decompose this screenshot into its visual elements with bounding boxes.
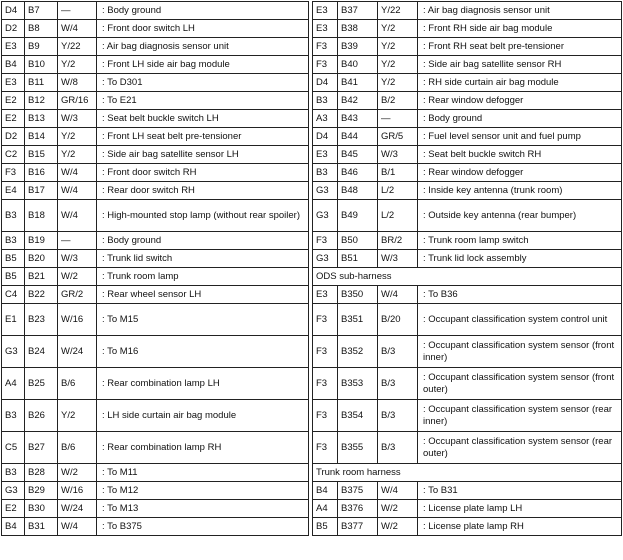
grid-location-cell: E3: [313, 146, 338, 164]
table-row: [2, 182, 622, 200]
grid-location-cell: E2: [2, 92, 25, 110]
grid-location-cell: E3: [2, 38, 25, 56]
connector-description-cell: : Fuel level sensor unit and fuel pump: [418, 128, 622, 146]
connector-description-cell: : Occupant classification system sensor (front outer): [418, 368, 622, 400]
connector-description-cell: : To B375: [97, 518, 309, 536]
connector-color-cell: B/20: [378, 304, 418, 336]
harness-section-header: Trunk room harness: [313, 464, 622, 482]
connector-color-cell: Y/2: [58, 146, 97, 164]
connector-description-cell: : Rear combination lamp RH: [97, 432, 309, 464]
table-row: [2, 518, 622, 536]
connector-color-cell: W/24: [58, 336, 97, 368]
grid-location-cell: B3: [2, 464, 25, 482]
table-row: [2, 432, 622, 464]
table-row: [2, 482, 622, 500]
connector-number-cell: B355: [338, 432, 378, 464]
connector-description-cell: : To E21: [97, 92, 309, 110]
table-row: [2, 250, 622, 268]
grid-location-cell: E3: [313, 2, 338, 20]
connector-description-cell: : Inside key antenna (trunk room): [418, 182, 622, 200]
connector-color-cell: W/3: [58, 250, 97, 268]
connector-description-cell: : To B31: [418, 482, 622, 500]
connector-description-cell: : License plate lamp RH: [418, 518, 622, 536]
grid-location-cell: B3: [313, 92, 338, 110]
connector-number-cell: B21: [25, 268, 58, 286]
connector-description-cell: : Body ground: [97, 232, 309, 250]
connector-description-cell: : Rear window defogger: [418, 164, 622, 182]
table-row: [2, 286, 622, 304]
connector-description-cell: : Front door switch RH: [97, 164, 309, 182]
connector-description-cell: : To M15: [97, 304, 309, 336]
connector-color-cell: B/1: [378, 164, 418, 182]
connector-color-cell: W/2: [58, 268, 97, 286]
grid-location-cell: B5: [313, 518, 338, 536]
connector-description-cell: : LH side curtain air bag module: [97, 400, 309, 432]
grid-location-cell: B3: [313, 164, 338, 182]
grid-location-cell: A3: [313, 110, 338, 128]
connector-number-cell: B351: [338, 304, 378, 336]
connector-color-cell: Y/2: [378, 20, 418, 38]
connector-color-cell: W/2: [378, 518, 418, 536]
grid-location-cell: F3: [313, 304, 338, 336]
connector-description-cell: : Air bag diagnosis sensor unit: [97, 38, 309, 56]
connector-description-cell: : Occupant classification system sensor (rear inner): [418, 400, 622, 432]
table-row: [2, 38, 622, 56]
grid-location-cell: D4: [313, 128, 338, 146]
connector-color-cell: Y/2: [58, 400, 97, 432]
grid-location-cell: C2: [2, 146, 25, 164]
connector-number-cell: B20: [25, 250, 58, 268]
grid-location-cell: B3: [2, 232, 25, 250]
connector-number-cell: B45: [338, 146, 378, 164]
connector-description-cell: : Rear door switch RH: [97, 182, 309, 200]
connector-color-cell: W/2: [378, 500, 418, 518]
connector-description-cell: : To M11: [97, 464, 309, 482]
grid-location-cell: B4: [2, 518, 25, 536]
connector-description-cell: : Rear window defogger: [418, 92, 622, 110]
grid-location-cell: E4: [2, 182, 25, 200]
connector-number-cell: B377: [338, 518, 378, 536]
connector-number-cell: B19: [25, 232, 58, 250]
connector-number-cell: B43: [338, 110, 378, 128]
connector-description-cell: : Trunk room lamp switch: [418, 232, 622, 250]
connector-color-cell: W/4: [378, 482, 418, 500]
table-row: [2, 200, 622, 232]
connector-description-cell: : Occupant classification system control unit: [418, 304, 622, 336]
connector-description-cell: : To M13: [97, 500, 309, 518]
connector-color-cell: W/3: [378, 146, 418, 164]
connector-description-cell: : Occupant classification system sensor (rear outer): [418, 432, 622, 464]
connector-color-cell: W/16: [58, 482, 97, 500]
connector-description-cell: : Outside key antenna (rear bumper): [418, 200, 622, 232]
table-row: [2, 74, 622, 92]
connector-description-cell: : Side air bag satellite sensor LH: [97, 146, 309, 164]
connector-number-cell: B23: [25, 304, 58, 336]
connector-number-cell: B22: [25, 286, 58, 304]
connector-color-cell: W/4: [58, 182, 97, 200]
grid-location-cell: A4: [2, 368, 25, 400]
grid-location-cell: B5: [2, 268, 25, 286]
connector-number-cell: B26: [25, 400, 58, 432]
connector-color-cell: —: [58, 2, 97, 20]
connector-description-cell: : Side air bag satellite sensor RH: [418, 56, 622, 74]
connector-color-cell: W/4: [58, 200, 97, 232]
connector-color-cell: L/2: [378, 200, 418, 232]
grid-location-cell: F3: [313, 432, 338, 464]
connector-description-cell: : Front RH seat belt pre-tensioner: [418, 38, 622, 56]
grid-location-cell: F3: [313, 368, 338, 400]
harness-section-header: ODS sub-harness: [313, 268, 622, 286]
connector-number-cell: B17: [25, 182, 58, 200]
connector-number-cell: B10: [25, 56, 58, 74]
grid-location-cell: G3: [2, 482, 25, 500]
connector-description-cell: : Air bag diagnosis sensor unit: [418, 2, 622, 20]
table-row: [2, 336, 622, 368]
grid-location-cell: G3: [313, 200, 338, 232]
grid-location-cell: D4: [313, 74, 338, 92]
connector-number-cell: B9: [25, 38, 58, 56]
table-row: [2, 368, 622, 400]
connector-number-cell: B24: [25, 336, 58, 368]
table-row: [2, 164, 622, 182]
connector-number-cell: B353: [338, 368, 378, 400]
table-row: [2, 268, 622, 286]
grid-location-cell: B3: [2, 400, 25, 432]
connector-description-cell: : RH side curtain air bag module: [418, 74, 622, 92]
connector-number-cell: B44: [338, 128, 378, 146]
table-row: [2, 400, 622, 432]
connector-description-cell: : Front LH side air bag module: [97, 56, 309, 74]
connector-description-cell: : High-mounted stop lamp (without rear spoiler): [97, 200, 309, 232]
table-row: [2, 56, 622, 74]
connector-color-cell: W/4: [378, 286, 418, 304]
connector-color-cell: W/4: [58, 518, 97, 536]
connector-color-cell: W/4: [58, 20, 97, 38]
grid-location-cell: E2: [2, 110, 25, 128]
connector-number-cell: B39: [338, 38, 378, 56]
table-row: [2, 92, 622, 110]
connector-number-cell: B29: [25, 482, 58, 500]
connector-color-cell: —: [378, 110, 418, 128]
connector-color-cell: W/3: [58, 110, 97, 128]
connector-color-cell: GR/2: [58, 286, 97, 304]
connector-color-cell: W/2: [58, 464, 97, 482]
connector-number-cell: B352: [338, 336, 378, 368]
connector-description-cell: : To M12: [97, 482, 309, 500]
grid-location-cell: E2: [2, 500, 25, 518]
connector-number-cell: B11: [25, 74, 58, 92]
connector-number-cell: B376: [338, 500, 378, 518]
connector-color-cell: Y/2: [378, 38, 418, 56]
connector-description-cell: : Front door switch LH: [97, 20, 309, 38]
grid-location-cell: F3: [313, 400, 338, 432]
grid-location-cell: C5: [2, 432, 25, 464]
table-row: [2, 2, 622, 20]
connector-color-cell: W/24: [58, 500, 97, 518]
grid-location-cell: E3: [2, 74, 25, 92]
table-row: [2, 304, 622, 336]
connector-description-cell: : Front LH seat belt pre-tensioner: [97, 128, 309, 146]
connector-number-cell: B18: [25, 200, 58, 232]
grid-location-cell: E3: [313, 286, 338, 304]
connector-color-cell: Y/2: [58, 128, 97, 146]
connector-color-cell: Y/2: [58, 56, 97, 74]
connector-description-cell: : License plate lamp LH: [418, 500, 622, 518]
connector-number-cell: B15: [25, 146, 58, 164]
connector-number-cell: B354: [338, 400, 378, 432]
table-row: [2, 464, 622, 482]
grid-location-cell: D2: [2, 20, 25, 38]
connector-number-cell: B13: [25, 110, 58, 128]
connector-number-cell: B41: [338, 74, 378, 92]
connector-number-cell: B40: [338, 56, 378, 74]
connector-number-cell: B7: [25, 2, 58, 20]
grid-location-cell: B5: [2, 250, 25, 268]
connector-description-cell: : To M16: [97, 336, 309, 368]
grid-location-cell: B3: [2, 200, 25, 232]
connector-number-cell: B42: [338, 92, 378, 110]
connector-number-cell: B28: [25, 464, 58, 482]
connector-color-cell: B/6: [58, 432, 97, 464]
connector-number-cell: B350: [338, 286, 378, 304]
connector-number-cell: B25: [25, 368, 58, 400]
connector-color-cell: W/4: [58, 164, 97, 182]
grid-location-cell: F3: [313, 336, 338, 368]
connector-color-cell: W/8: [58, 74, 97, 92]
connector-table: [1, 1, 622, 536]
grid-location-cell: B4: [2, 56, 25, 74]
table-row: [2, 110, 622, 128]
connector-description-cell: : Front RH side air bag module: [418, 20, 622, 38]
connector-rows: [2, 2, 622, 536]
connector-color-cell: B/3: [378, 368, 418, 400]
connector-number-cell: B51: [338, 250, 378, 268]
connector-description-cell: : Body ground: [97, 2, 309, 20]
table-row: [2, 232, 622, 250]
connector-color-cell: W/3: [378, 250, 418, 268]
connector-color-cell: W/16: [58, 304, 97, 336]
table-row: [2, 128, 622, 146]
grid-location-cell: E3: [313, 20, 338, 38]
connector-number-cell: B27: [25, 432, 58, 464]
connector-color-cell: L/2: [378, 182, 418, 200]
connector-color-cell: BR/2: [378, 232, 418, 250]
connector-color-cell: B/3: [378, 400, 418, 432]
connector-number-cell: B50: [338, 232, 378, 250]
connector-description-cell: : Rear wheel sensor LH: [97, 286, 309, 304]
connector-number-cell: B38: [338, 20, 378, 38]
connector-description-cell: : Rear combination lamp LH: [97, 368, 309, 400]
connector-color-cell: B/3: [378, 336, 418, 368]
connector-color-cell: B/3: [378, 432, 418, 464]
table-row: [2, 146, 622, 164]
grid-location-cell: G3: [2, 336, 25, 368]
grid-location-cell: D2: [2, 128, 25, 146]
connector-description-cell: : To B36: [418, 286, 622, 304]
connector-number-cell: B49: [338, 200, 378, 232]
connector-number-cell: B46: [338, 164, 378, 182]
connector-number-cell: B14: [25, 128, 58, 146]
connector-color-cell: —: [58, 232, 97, 250]
grid-location-cell: D4: [2, 2, 25, 20]
connector-description-cell: : To D301: [97, 74, 309, 92]
grid-location-cell: F3: [2, 164, 25, 182]
grid-location-cell: C4: [2, 286, 25, 304]
connector-description-cell: : Body ground: [418, 110, 622, 128]
connector-number-cell: B48: [338, 182, 378, 200]
connector-color-cell: Y/22: [378, 2, 418, 20]
table-row: [2, 500, 622, 518]
connector-color-cell: B/2: [378, 92, 418, 110]
grid-location-cell: G3: [313, 182, 338, 200]
grid-location-cell: F3: [313, 38, 338, 56]
connector-number-cell: B12: [25, 92, 58, 110]
table-row: [2, 20, 622, 38]
connector-number-cell: B8: [25, 20, 58, 38]
connector-color-cell: Y/2: [378, 56, 418, 74]
connector-description-cell: : Seat belt buckle switch LH: [97, 110, 309, 128]
connector-description-cell: : Occupant classification system sensor (front inner): [418, 336, 622, 368]
connector-number-cell: B31: [25, 518, 58, 536]
connector-color-cell: GR/16: [58, 92, 97, 110]
grid-location-cell: F3: [313, 232, 338, 250]
connector-description-cell: : Trunk room lamp: [97, 268, 309, 286]
connector-number-cell: B375: [338, 482, 378, 500]
connector-color-cell: B/6: [58, 368, 97, 400]
connector-color-cell: Y/22: [58, 38, 97, 56]
connector-description-cell: : Trunk lid switch: [97, 250, 309, 268]
connector-description-cell: : Trunk lid lock assembly: [418, 250, 622, 268]
connector-color-cell: Y/2: [378, 74, 418, 92]
connector-description-cell: : Seat belt buckle switch RH: [418, 146, 622, 164]
connector-number-cell: B16: [25, 164, 58, 182]
connector-number-cell: B37: [338, 2, 378, 20]
grid-location-cell: F3: [313, 56, 338, 74]
grid-location-cell: G3: [313, 250, 338, 268]
grid-location-cell: A4: [313, 500, 338, 518]
connector-color-cell: GR/5: [378, 128, 418, 146]
grid-location-cell: E1: [2, 304, 25, 336]
connector-number-cell: B30: [25, 500, 58, 518]
grid-location-cell: B4: [313, 482, 338, 500]
